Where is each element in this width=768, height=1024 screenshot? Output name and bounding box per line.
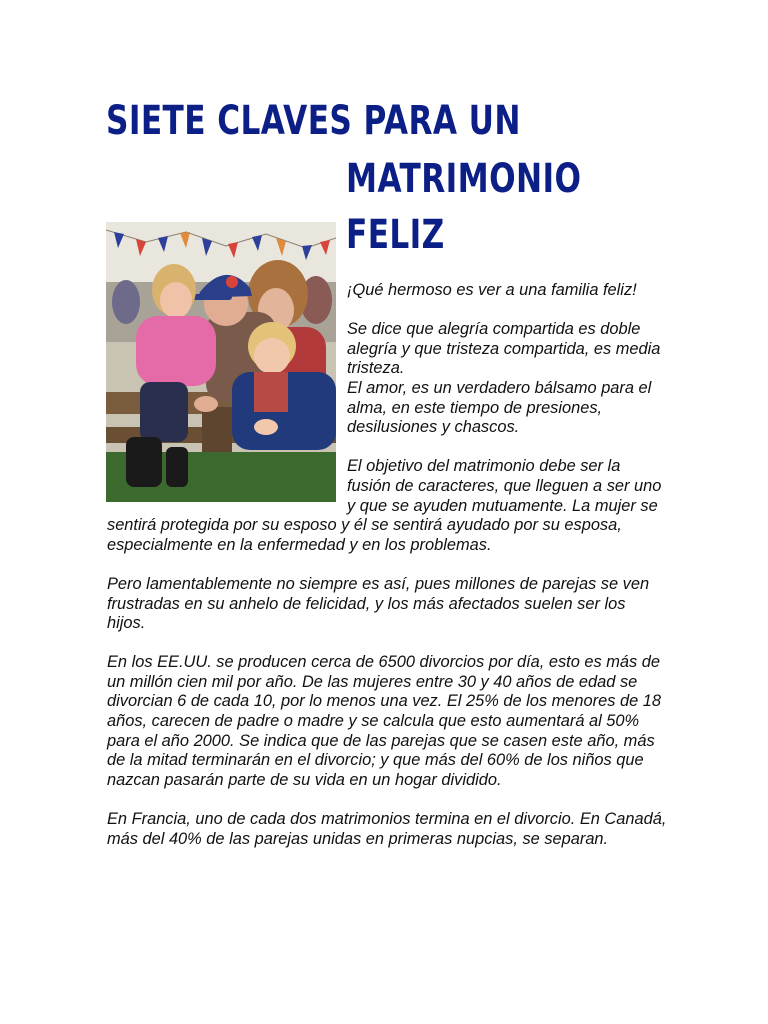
paragraph-eeuu: En los EE.UU. se producen cerca de 6500 divorcios por día, esto es más de un millón cien mil por año. De las mujeres entre 30 y 40 años de edad se divorcian 6 de cada 10, por lo menos una vez. El 25% de los menores de 18 años, carecen de padre o madre y se calcula que esto aumentará al 50% para el año 2000. Se indica que de las parejas que se casen este año, más de la mitad terminarán en el divorcio; y que más del 60% de los niños que nazcan pasarán parte de su vida en un hogar dividido.: [107, 653, 661, 789]
paragraph-alegria: Se dice que alegría compartida es doble alegría y que tristeza compartida, es media tristeza.: [347, 320, 661, 378]
title-line-3: FELIZ: [346, 212, 445, 258]
paragraph-intro: ¡Qué hermoso es ver a una familia feliz!: [347, 281, 637, 299]
paragraph-amor: El amor, es un verdadero bálsamo para el alma, en este tiempo de presiones, desilusiones y chascos.: [347, 378, 652, 437]
paragraph-francia: En Francia, uno de cada dos matrimonios termina en el divorcio. En Canadá, más del 40% de las parejas unidas en primeras nupcias, se separan.: [107, 810, 667, 848]
title-line-2: MATRIMONIO: [346, 156, 582, 202]
article-body: [107, 281, 667, 869]
paragraph-objetivo: El objetivo del matrimonio debe ser la fusión de caracteres, que lleguen a ser uno y que se ayuden mutuamente. La mujer se sentirá protegida por su esposo y él se sentirá ayudado por su esposa, especialmente en la enfermedad y en los problemas.: [107, 457, 662, 554]
paragraph-lamentablemente: Pero lamentablemente no siempre es así, pues millones de parejas se ven frustradas en su anhelo de felicidad, y los más afectados suelen ser los hijos.: [107, 574, 650, 633]
title-line-1: SIETE CLAVES PARA UN: [106, 98, 521, 144]
photo-spacer: [107, 281, 347, 505]
